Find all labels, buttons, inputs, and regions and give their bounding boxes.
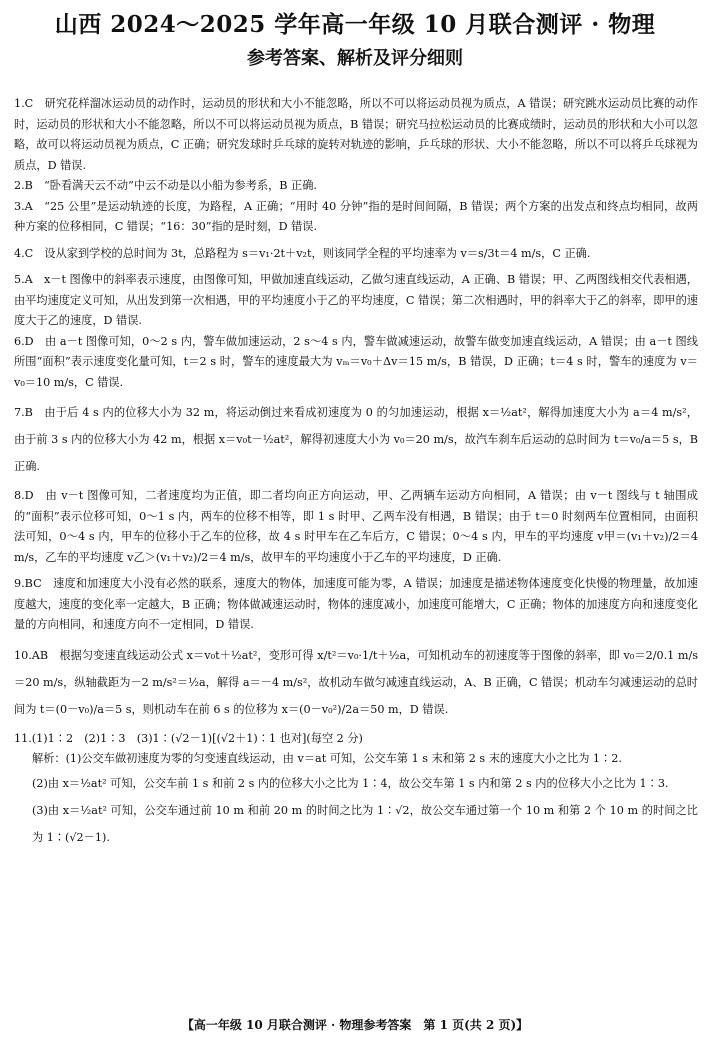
analysis-part-2: (2)由 x＝½at² 可知，公交车前 1 s 和前 2 s 内的位移大小之比为 1∶4，故公交车第 1 s 内和第 2 s 内的位移大小之比为 1∶3. — [32, 776, 669, 790]
page-title: 山西 2024～2025 学年高一年级 10 月联合测评 · 物理 — [54, 11, 656, 38]
answer-item-4: 4.C 设从家到学校的总时间为 3t，总路程为 s＝v₁·2t＋v₂t，则该同学全程的平均速率为 v＝s/3t＝4 m/s，C 正确. — [14, 246, 591, 260]
page-footer: 【高一年级 10 月联合测评 · 物理参考答案 第 1 页(共 2 页)】 — [181, 1018, 529, 1032]
analysis-part-1: 解析：(1)公交车做初速度为零的匀变速直线运动，由 v＝at 可知，公交车第 1 s 末和第 2 s 末的速度大小之比为 1∶2. — [32, 752, 622, 765]
answer-item-10: 10.AB 根据匀变速直线运动公式 x＝v₀t＋½at²，变形可得 x/t²＝v₀·1/t＋½a，可知机动车的初速度等于图像的斜率，即 v₀＝2/0.1 m/s＝20 m/s，纵轴截距为－2 m/s²＝½a，解得 a＝－4 m/s²，故机动车做匀减速直线运动，A、B 正确，C 错误；机动车匀减速运动的总时间为 t＝(0－v₀)/a＝5 s，则机动车在前 6 s 的位移为 x＝(0－v₀²)/2a＝50 m，D 错误. — [14, 648, 698, 716]
answer-item-11: 11.(1)1∶2 (2)1∶3 (3)1∶(√2－1)[(√2＋1)∶1 也对](每空 2 分) — [14, 731, 363, 745]
answer-item-1: 1.C 研究花样溜冰运动员的动作时，运动员的形状和大小不能忽略，所以不可以将运动员视为质点，A 错误；研究跳水运动员比赛的动作时，运动员的形状和大小不能忽略，所以不可以将运动员视为质点，B 错误；研究马拉松运动员的比赛成绩时，运动员的形状和大小可以忽略，故可以将运动员视为质点，C 正确；研究发球时乒乓球的旋转对轨迹的影响，乒乓球的形状、大小不能忽略，所以不可以将乒乓球视为质点，D 错误. — [14, 97, 698, 172]
answer-list — [14, 94, 698, 851]
answer-item-3: 3.A “25 公里”是运动轨迹的长度，为路程，A 正确；“用时 40 分钟”指的是时间间隔，B 错误；两个方案的出发点和终点均相同，故两种方案的位移相同，C 错误；“16：30”指的是时刻，D 错误. — [14, 199, 698, 233]
answer-item-5: 5.A x－t 图像中的斜率表示速度，由图像可知，甲做加速直线运动，乙做匀速直线运动，A 正确、B 错误；甲、乙两图线相交代表相遇，由平均速度定义可知，从出发到第一次相遇，甲的平均速度小于乙的平均速度，C 错误；第二次相遇时，甲的斜率大于乙的斜率，即甲的速度大于乙的速度，D 错误. — [14, 273, 698, 327]
page-subtitle: 参考答案、解析及评分细则 — [247, 48, 463, 69]
answer-item-9: 9.BC 速度和加速度大小没有必然的联系，速度大的物体，加速度可能为零，A 错误；加速度是描述物体速度变化快慢的物理量，故加速度越大，速度的变化率一定越大，B 正确；物体做减速运动时，物体的速度减小，加速度可能增大，C 正确；物体的加速度方向和速度变化量的方向相同，和速度方向不一定相同，D 错误. — [14, 577, 698, 631]
answer-item-7: 7.B 由于后 4 s 内的位移大小为 32 m，将运动倒过来看成初速度为 0 的匀加速运动，根据 x＝½at²，解得加速度大小为 a＝4 m/s²，由于前 3 s 内的位移大小为 42 m，根据 x＝v₀t－½at²，解得初速度大小为 v₀＝20 m/s，故汽车刹车后运动的总时间为 t＝v₀/a＝5 s，B 正确. — [14, 406, 698, 473]
answer-item-2: 2.B “卧看满天云不动”中云不动是以小船为参考系，B 正确. — [14, 179, 317, 192]
answer-item-6: 6.D 由 a－t 图像可知，0～2 s 内，警车做加速运动，2 s～4 s 内，警车做减速运动，故警车做变加速直线运动，A 错误；由 a－t 图线所围“面积”表示速度变化量可知，t＝2 s 时，警车的速度最大为 vₘ＝v₀＋Δv＝15 m/s，B 错误，D 正确；t＝4 s 时，警车的速度为 v＝v₀＝10 m/s，C 错误. — [14, 334, 698, 389]
answer-item-8: 8.D 由 v－t 图像可知，二者速度均为正值，即二者均向正方向运动，甲、乙两辆车运动方向相同，A 错误；由 v－t 图线与 t 轴围成的“面积”表示位移可知，0～1 s 内，两车的位移不相等，即 1 s 时甲、乙两车没有相遇，B 错误；由于 t＝0 时刻两车位置相同，由面积法可知，0～4 s 内，甲车的位移小于乙车的位移，故 4 s 时甲车在乙车后方，C 错误；0～4 s 内，甲车的平均速度 v甲＝(v₁＋v₂)/2＝4 m/s，乙车的平均速度 v乙＞(v₁＋v₂)/2＝4 m/s，故甲车的平均速度小于乙车的平均速度，D 正确. — [14, 489, 698, 564]
analysis-part-3: (3)由 x＝½at² 可知，公交车通过前 10 m 和前 20 m 的时间之比为 1∶√2，故公交车通过第一个 10 m 和第 2 个 10 m 的时间之比为 1∶(√2－1). — [32, 803, 698, 844]
